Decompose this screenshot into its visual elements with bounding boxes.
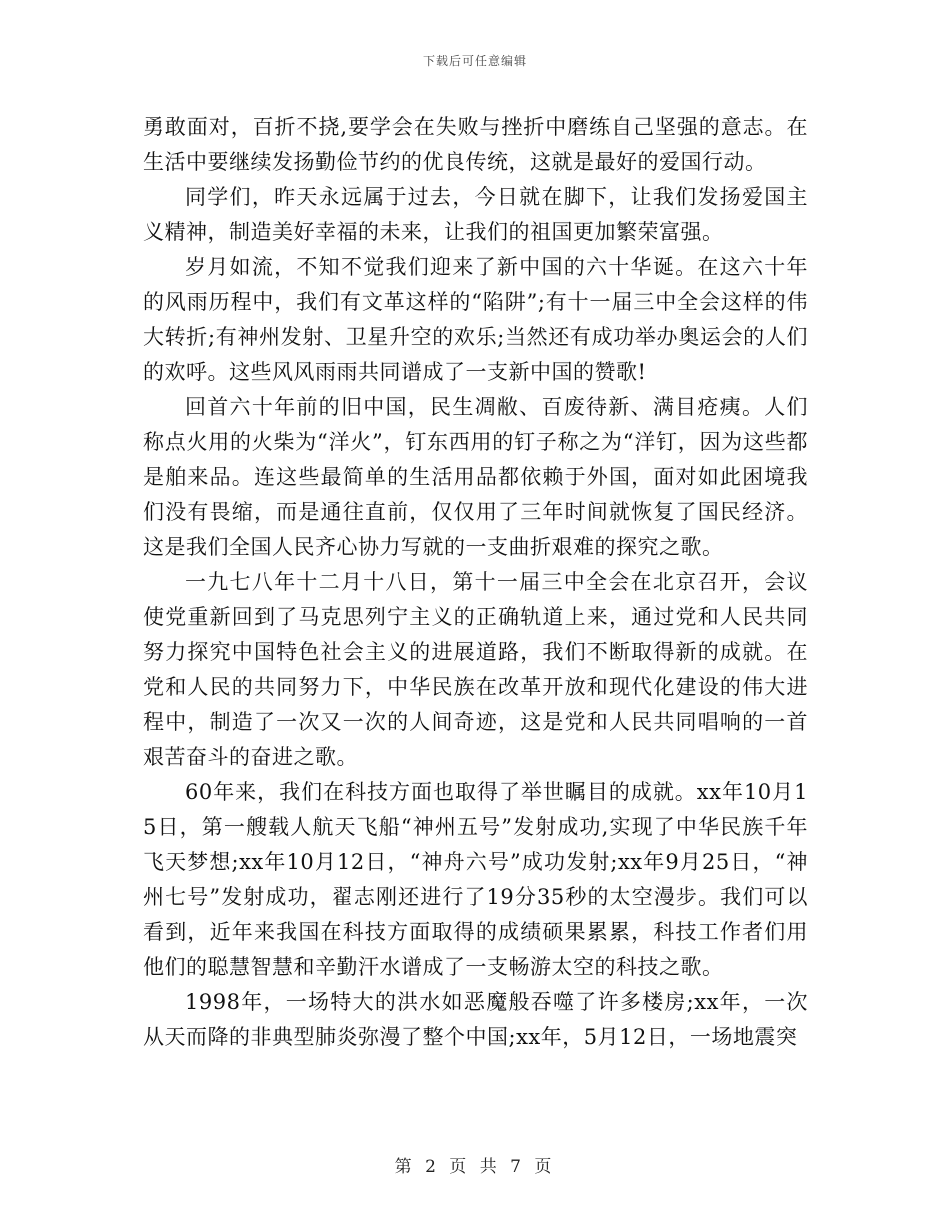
page-number: 第 2 页 共 7 页 bbox=[394, 1157, 556, 1177]
paragraph: 勇敢面对，百折不挠,要学会在失败与挫折中磨练自己坚强的意志。在生活中要继续发扬勤俭节约的优良传统，这就是最好的爱国行动。 bbox=[143, 115, 808, 174]
document-body bbox=[143, 110, 808, 1055]
paragraph: 1998年，一场特大的洪水如恶魔般吞噬了许多楼房;xx年，一次从天而降的非典型肺炎弥漫了整个中国;xx年，5月12日，一场地震突 bbox=[143, 990, 808, 1049]
paragraph: 一九七八年十二月十八日，第十一届三中全会在北京召开，会议使党重新回到了马克思列宁主义的正确轨道上来，通过党和人民共同努力探究中国特色社会主义的进展道路，我们不断取得新的成就。在党和人民的共同努力下，中华民族在改革开放和现代化建设的伟大进程中，制造了一次又一次的人间奇迹，这是党和人民共同唱响的一首艰苦奋斗的奋进之歌。 bbox=[143, 570, 808, 769]
paragraph: 回首六十年前的旧中国，民生凋敝、百废待新、满目疮痍。人们称点火用的火柴为“洋火”，钉东西用的钉子称之为“洋钉，因为这些都是舶来品。连这些最简单的生活用品都依赖于外国，面对如此困境我们没有畏缩，而是通往直前，仅仅用了三年时间就恢复了国民经济。这是我们全国人民齐心协力写就的一支曲折艰难的探究之歌。 bbox=[143, 395, 808, 559]
paragraph: 同学们，昨天永远属于过去，今日就在脚下，让我们发扬爱国主义精神，制造美好幸福的未来，让我们的祖国更加繁荣富强。 bbox=[143, 185, 808, 244]
page-header: 下载后可任意编辑 bbox=[422, 54, 527, 68]
paragraph: 岁月如流，不知不觉我们迎来了新中国的六十华诞。在这六十年的风雨历程中，我们有文革这样的“陷阱”;有十一届三中全会这样的伟大转折;有神州发射、卫星升空的欢乐;当然还有成功举办奥运会的人们的欢呼。这些风风雨雨共同谱成了一支新中国的赞歌! bbox=[143, 255, 808, 384]
paragraph: 60年来，我们在科技方面也取得了举世瞩目的成就。xx年10月15日，第一艘载人航天飞船“神州五号”发射成功,实现了中华民族千年飞天梦想;xx年10月12日，“神舟六号”成功发射;xx年9月25日，“神州七号”发射成功，翟志刚还进行了19分35秒的太空漫步。我们可以看到，近年来我国在科技方面取得的成绩硕果累累，科技工作者们用他们的聪慧智慧和辛勤汗水谱成了一支畅游太空的科技之歌。 bbox=[143, 780, 808, 979]
